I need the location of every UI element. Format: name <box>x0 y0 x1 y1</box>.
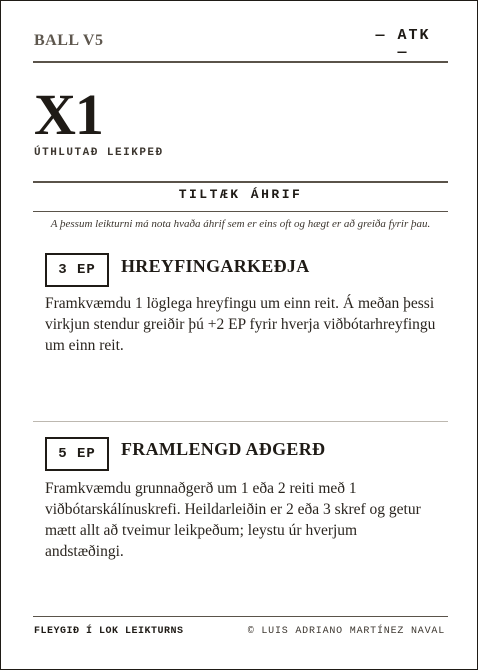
section-bottom-divider <box>33 211 448 212</box>
ability-description: Framkvæmdu grunnaðgerð um 1 eða 2 reiti með 1 viðbótarskálínuskrefi. Heildarleiðin er 2 eða 3 skref og getur mætt allt að tveimur leikpeðum; leystu úr hverjum andstæðingi. <box>45 480 421 560</box>
footer-copyright: © LUIS ADRIANO MARTÍNEZ NAVAL <box>247 626 445 637</box>
footer-divider <box>33 616 448 617</box>
game-name: BALL V5 <box>34 32 104 49</box>
ability-cost-badge: 3 EP <box>45 253 109 287</box>
section-title: TILTÆK ÁHRIF <box>178 187 303 202</box>
top-divider <box>33 61 448 63</box>
card-subtitle: ÚTHLUTAÐ LEIKPEÐ <box>34 147 164 159</box>
card-type-tag: — ATK — <box>375 27 431 61</box>
ability-divider <box>33 421 448 422</box>
section-top-divider <box>33 181 448 183</box>
ability-cost-badge: 5 EP <box>45 437 109 471</box>
ability-name: FRAMLENGD AÐGERÐ <box>121 439 326 459</box>
section-intro: A þessum leikturni má nota hvaða áhrif sem er eins oft og hægt er að greiða fyrir þau. <box>50 218 431 230</box>
footer-discard-note: FLEYGIÐ Í LOK LEIKTURNS <box>34 626 184 637</box>
card-code: X1 <box>34 82 103 147</box>
ability-name: HREYFINGARKEÐJA <box>121 256 310 276</box>
ability-description: Framkvæmdu 1 löglega hreyfingu um einn reit. Á meðan þessi virkjun stendur greiðir þú +2 EP fyrir hverja viðbótarhreyfingu um einn reit. <box>45 295 436 354</box>
